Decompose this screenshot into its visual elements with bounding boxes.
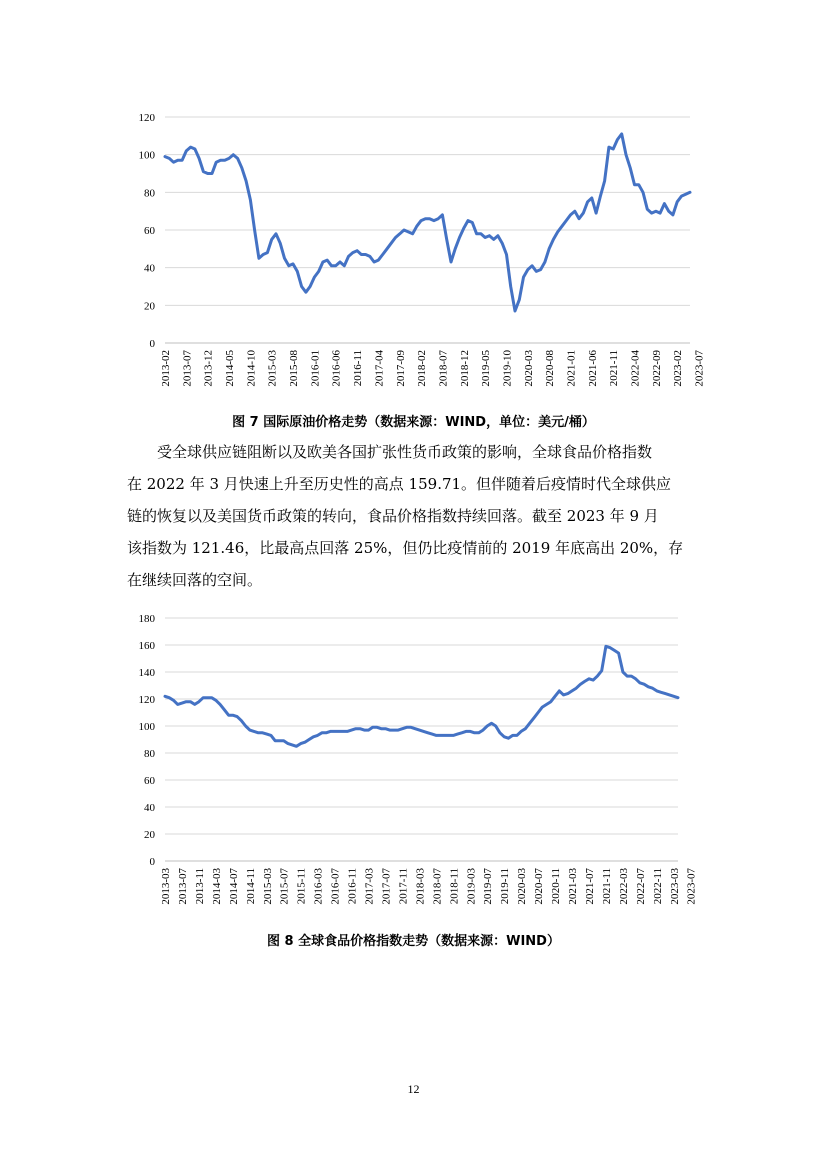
food-x-tick-label: 2018-11 bbox=[448, 868, 461, 905]
food-x-tick-label: 2017-07 bbox=[380, 868, 393, 905]
oil-x-tick-label: 2015-03 bbox=[266, 350, 279, 387]
oil-y-tick-label: 120 bbox=[138, 112, 155, 124]
oil-x-tick-label: 2014-10 bbox=[245, 350, 258, 387]
oil-price-chart bbox=[120, 100, 710, 405]
oil-x-tick-label: 2021-01 bbox=[565, 350, 578, 387]
oil-x-tick-label: 2014-05 bbox=[224, 350, 237, 387]
oil-x-tick-label: 2021-06 bbox=[586, 350, 599, 387]
food-x-tick-label: 2014-07 bbox=[227, 868, 240, 905]
food-x-tick-label: 2020-03 bbox=[516, 868, 529, 905]
oil-x-tick-label: 2020-08 bbox=[544, 350, 557, 387]
oil-x-tick-label: 2017-09 bbox=[394, 350, 407, 387]
oil-x-tick-label: 2013-02 bbox=[160, 350, 172, 387]
oil-y-tick-label: 0 bbox=[149, 338, 155, 350]
food-x-tick-label: 2021-07 bbox=[583, 868, 596, 905]
paragraph-line: 在继续回落的空间。 bbox=[127, 571, 263, 589]
oil-x-tick-label: 2015-08 bbox=[288, 350, 301, 387]
food-y-tick-label: 60 bbox=[144, 775, 155, 787]
food-x-tick-label: 2019-11 bbox=[499, 868, 512, 905]
food-x-tick-label: 2015-07 bbox=[278, 868, 291, 905]
oil-x-tick-label: 2013-12 bbox=[202, 350, 215, 387]
oil-x-tick-label: 2019-10 bbox=[501, 350, 514, 387]
oil-x-tick-label: 2018-02 bbox=[416, 350, 429, 387]
body-paragraph bbox=[127, 436, 700, 596]
food-x-tick-label: 2013-07 bbox=[176, 868, 189, 905]
oil-x-tick-label: 2022-04 bbox=[629, 350, 642, 387]
food-x-tick-label: 2022-07 bbox=[634, 868, 647, 905]
food-y-tick-label: 120 bbox=[138, 694, 155, 706]
food-y-tick-label: 100 bbox=[138, 721, 155, 733]
food-x-tick-label: 2018-07 bbox=[431, 868, 444, 905]
food-x-tick-label: 2016-07 bbox=[329, 868, 342, 905]
food-y-tick-label: 140 bbox=[138, 667, 155, 679]
food-x-tick-label: 2013-03 bbox=[160, 868, 172, 905]
food-x-tick-label: 2017-03 bbox=[363, 868, 376, 905]
oil-series-line bbox=[165, 134, 690, 311]
food-x-tick-label: 2020-07 bbox=[533, 868, 546, 905]
oil-x-tick-label: 2018-12 bbox=[458, 350, 471, 387]
oil-y-tick-label: 40 bbox=[144, 262, 155, 275]
food-x-tick-label: 2014-03 bbox=[210, 868, 223, 905]
paragraph-line: 该指数为 121.46，比最高点回落 25%，但仍比疫情前的 2019 年底高出 20%，存 bbox=[127, 539, 684, 557]
oil-y-tick-label: 80 bbox=[144, 187, 155, 200]
oil-x-tick-label: 2023-02 bbox=[672, 350, 685, 387]
food-y-tick-label: 160 bbox=[138, 640, 155, 652]
oil-y-tick-label: 60 bbox=[144, 225, 155, 237]
paragraph-line: 在 2022 年 3 月快速上升至历史性的高点 159.71。但伴随着后疫情时代全球供应 bbox=[127, 475, 672, 493]
food-x-tick-label: 2020-11 bbox=[550, 868, 563, 905]
oil-y-tick-label: 100 bbox=[138, 149, 155, 162]
food-x-tick-label: 2021-11 bbox=[600, 868, 613, 905]
oil-x-tick-label: 2016-11 bbox=[352, 350, 365, 387]
food-x-tick-label: 2014-11 bbox=[244, 868, 257, 905]
page-number: 12 bbox=[407, 1082, 420, 1096]
food-x-tick-label: 2023-07 bbox=[685, 868, 698, 905]
food-x-tick-label: 2013-11 bbox=[193, 868, 206, 905]
food-x-tick-label: 2016-03 bbox=[312, 868, 325, 905]
oil-y-tick-label: 20 bbox=[144, 300, 155, 313]
oil-x-tick-label: 2022-09 bbox=[650, 350, 663, 387]
food-y-tick-label: 180 bbox=[138, 613, 155, 625]
oil-x-tick-label: 2018-07 bbox=[437, 350, 450, 387]
figure-8-caption: 图 8 全球食品价格指数走势（数据来源：WIND） bbox=[267, 934, 560, 949]
food-x-tick-label: 2015-11 bbox=[295, 868, 308, 905]
food-y-tick-label: 0 bbox=[149, 856, 155, 868]
oil-x-tick-label: 2020-03 bbox=[522, 350, 535, 387]
food-price-index-chart bbox=[120, 605, 710, 925]
food-x-tick-label: 2018-03 bbox=[414, 868, 427, 905]
oil-x-tick-label: 2016-01 bbox=[309, 350, 322, 387]
food-series-line bbox=[165, 646, 678, 746]
food-y-tick-label: 40 bbox=[144, 802, 155, 814]
food-x-tick-label: 2015-03 bbox=[261, 868, 274, 905]
oil-x-tick-label: 2019-05 bbox=[480, 350, 493, 387]
oil-x-tick-label: 2017-04 bbox=[373, 350, 386, 387]
food-y-tick-label: 20 bbox=[144, 829, 155, 841]
food-x-tick-label: 2022-11 bbox=[651, 868, 664, 905]
food-x-tick-label: 2017-11 bbox=[397, 868, 410, 905]
food-y-tick-label: 80 bbox=[144, 748, 155, 760]
oil-x-tick-label: 2016-06 bbox=[330, 350, 343, 387]
food-x-tick-label: 2019-07 bbox=[482, 868, 495, 905]
food-x-tick-label: 2021-03 bbox=[567, 868, 580, 905]
oil-x-tick-label: 2021-11 bbox=[608, 350, 621, 387]
food-x-tick-label: 2019-03 bbox=[465, 868, 478, 905]
food-x-tick-label: 2016-11 bbox=[346, 868, 359, 905]
paragraph-line: 受全球供应链阻断以及欧美各国扩张性货币政策的影响，全球食品价格指数 bbox=[157, 443, 653, 461]
figure-7-caption: 图 7 国际原油价格走势（数据来源：WIND，单位：美元/桶） bbox=[232, 415, 595, 430]
oil-x-tick-label: 2023-07 bbox=[693, 350, 706, 387]
paragraph-line: 链的恢复以及美国货币政策的转向，食品价格指数持续回落。截至 2023 年 9 月 bbox=[127, 507, 659, 525]
oil-x-tick-label: 2013-07 bbox=[181, 350, 194, 387]
food-x-tick-label: 2023-03 bbox=[668, 868, 681, 905]
food-x-tick-label: 2022-03 bbox=[617, 868, 630, 905]
